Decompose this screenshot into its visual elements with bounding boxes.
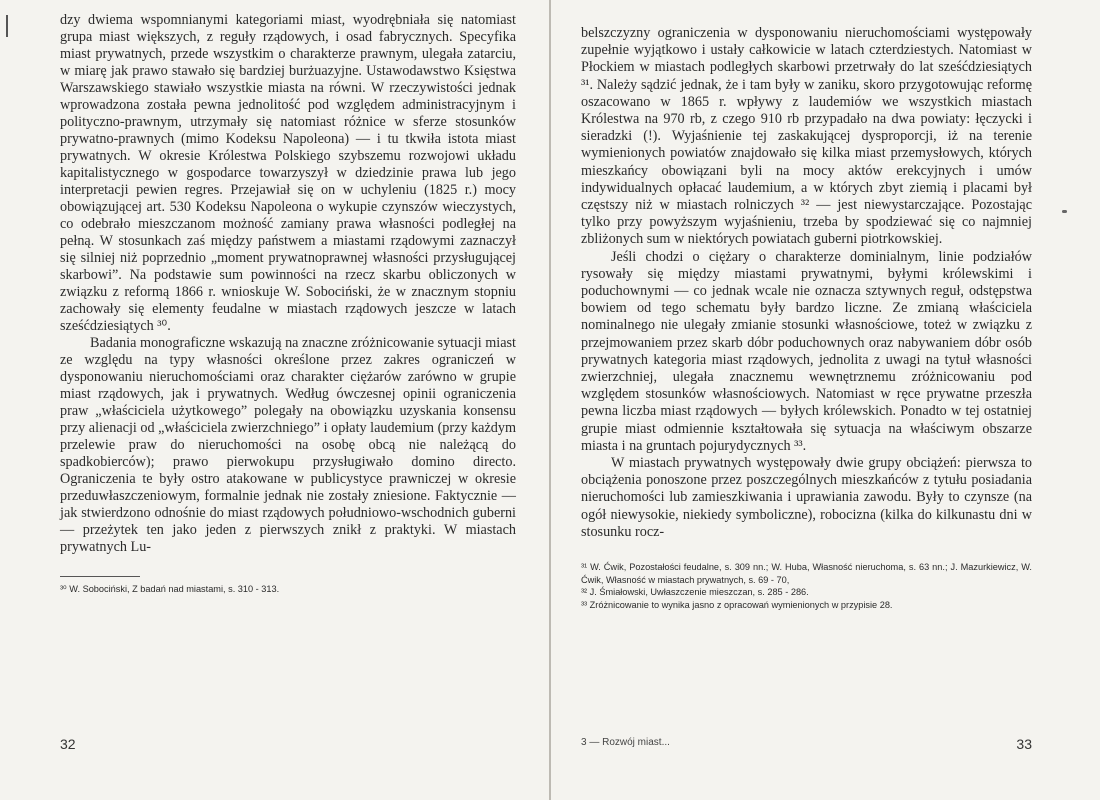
signature-mark: 3 — Rozwój miast... [581, 737, 670, 748]
right-paragraph-1: belszczyzny ograniczenia w dysponowaniu nieruchomościami występowały zupełnie wyjątkowo i ustały całkowicie w latach czterdziestych. Natomiast w Płockiem w miastach podległych skarbowi przetrwały do lat sześćdziesiątych ³¹. Należy sądzić jednak, że i tam były w zaniku, skoro przygotowując reformę oszacowano w 1865 r. wpływy z laudemiów we wszystkich miastach Królestwa na 970 rb, z czego 910 rb przypadało na dwa powiaty: łęczycki i sieradzki (!). Wyjaśnienie tej zaskakującej dysproporcji, iż na terenie wymienionych powiatów znajdowało się kilka miast przemysłowych, których mieszkańcy obowiązani byli na mocy aktów erekcyjnych i umów indywidualnych opłacać laudemium, a w których zbyt ziemią i placami był częstszy niż w miastach rolniczych ³² — jest niewystarczające. Pozostając tylko przy powyższym wyjaśnieniu, trzeba by spodziewać się co najmniej zbliżonych sum w niektórych powiatach guberni piotrkowskiej. [581, 25, 1032, 248]
footnote-31: ³¹ W. Ćwik, Pozostałości feudalne, s. 309 nn.; W. Huba, Własność nieruchoma, s. 63 nn.; J. Mazurkiewicz, W. Ćwik, Własność w miastach prywatnych, s. 69 - 70, [581, 562, 1032, 585]
page-number-right: 33 [1016, 736, 1032, 752]
footnote-rule [60, 576, 140, 577]
scan-speck [1062, 210, 1067, 213]
right-paragraph-3: W miastach prywatnych występowały dwie grupy obciążeń: pierwsza to obciążenia ponoszone przez poszczególnych mieszkańców z tytułu posiadania nieruchomości lub zamieszkiwania i uprawiania zawodu. Były to czynsze (na ogół niewysokie, niekiedy symboliczne), robocizna (kilka do kilkunastu dni w stosunku rocz- [581, 455, 1032, 540]
margin-mark [6, 15, 8, 37]
page-number-left: 32 [60, 736, 76, 752]
left-paragraph-1: dzy dwiema wspomnianymi kategoriami miast, wyodrębniała się natomiast grupa miast większych, z reguły rządowych, i osad fabrycznych. Specyfika miast prywatnych, przede wszystkim o charakterze prawnym, ulegała zatarciu, w miarę jak prawo stawało się bardziej burżuazyjne. Ustawodawstwo Księstwa Warszawskiego stawiało wszystkie miasta na równi. W rzeczywistości jednak wprowadzona została pewna jednolitość pod względem administracyjnym i polityczno-prawnym, utrzymały się natomiast różnice w sferze stosunków prywatno-prawnych (mimo Kodeksu Napoleona) — i tu tkwiła istota miast prywatnych. W okresie Królestwa Polskiego szybszemu rozwojowi układu kapitalistycznego w gospodarce towarzyszył w dziedzinie prawa lub jego interpretacji pewien regres. Przejawiał się on w uchyleniu (1825 r.) mocy obowiązującej art. 530 Kodeksu Napoleona o wykupie czynszów wieczystych, co odebrało mieszczanom możność zamiany prawa własności podległej na pełną. W stosunkach zaś między państwem a miastami rządowymi zaznaczył się silniej niż poprzednio „moment prywatnoprawnej własności przysługującej skarbowi”. Na podstawie sum powinności na rzecz skarbu obliczonych w związku z reformą 1866 r. wnioskuje W. Sobociński, że w znacznym stopniu zachowały się elementy feudalne w miastach rządowych jeszcze w latach sześćdziesiątych ³⁰. [60, 12, 516, 334]
footnote-32: ³² J. Śmiałowski, Uwłaszczenie mieszczan, s. 285 - 286. [581, 587, 809, 598]
footnotes [581, 561, 1032, 611]
left-page [0, 0, 549, 800]
footnote-33: ³³ Zróżnicowanie to wynika jasno z opracowań wymienionych w przypisie 28. [581, 599, 893, 610]
footnote-30: ³⁰ W. Sobociński, Z badań nad miastami, s. 310 - 313. [60, 584, 280, 594]
right-paragraph-2: Jeśli chodzi o ciężary o charakterze dominialnym, linie podziałów rysowały się między miastami prywatnymi, byłymi królewskimi i poduchownymi — co jednak wcale nie oznacza sztywnych reguł, odstępstwa bowiem od tego schematu były bardzo liczne. Ze zmianą właściciela nominalnego nie ulegały zmianie stosunki własnościowe, toteż w związku z przejmowaniem przez skarb dóbr poduchownych oraz nabywaniem dóbr osób prywatnych kategoria miast rządowych, jednolita z uwagi na tytuł własności zwierzchniej, ulegała znacznemu wewnętrznemu zróżnicowaniu pod względem stosunków własnościowych. Natomiast w ręce prywatne przeszła pewna liczba miast rządowych — byłych królewskich. Ponadto w tej ostatniej grupie miast odmiennie kształtowała się sytuacja na właściwym obszarze miasta i na gruntach pojurydycznych ³³. [581, 248, 1032, 454]
left-paragraph-2: Badania monograficzne wskazują na znaczne zróżnicowanie sytuacji miast ze względu na typy własności określone przez zakres ograniczeń w dysponowaniu nieruchomościami oraz charakter ciężarów zarówno w grupie miast rządowych, jak i prywatnych. Według ówczesnej opinii ograniczenia praw „właściciela użytkowego” polegały na obowiązku uzyskania konsensu przy alienacji od „właściciela zwierzchniego” i opłaty laudemium (przy każdym przelewie praw do nieruchomości na osobę obcą nie należącą do spadkobierców); prawo pierwokupu przysługiwało domino directo. Ograniczenia te były ostro atakowane w publicystyce prawniczej w okresie przeduwłaszczeniowym, formalnie jednak nie zostały zniesione. Faktycznie — jak stwierdzono odnośnie do miast rządowych południowo-wschodnich guberni — przeżytek ten jako jeden z pierwszych znikł z praktyki. W miastach prywatnych Lu- [60, 335, 516, 555]
right-page [551, 0, 1100, 800]
